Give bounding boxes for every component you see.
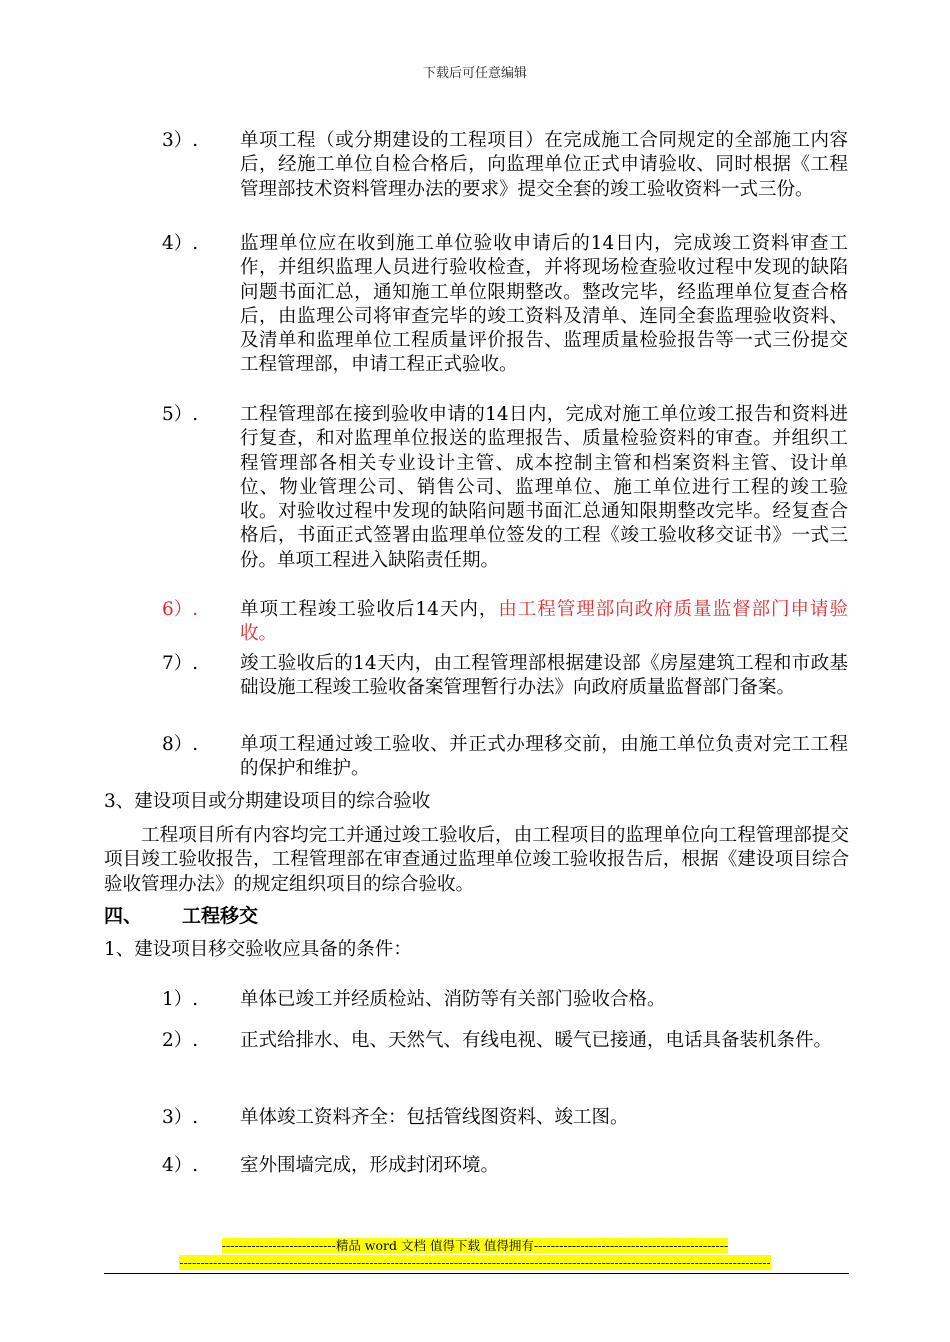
item-number: 8）. <box>162 734 199 755</box>
list-item <box>162 129 852 202</box>
chapter-title: 工程移交 <box>182 905 259 927</box>
list-item <box>162 652 852 701</box>
item-text: 单项工程通过竣工验收、并正式办理移交前，由施工单位负责对完工工程的保护和维护。 <box>240 734 848 780</box>
list-item <box>162 1101 852 1135</box>
item-text: 室外围墙完成，形成封闭环境。 <box>240 1155 500 1176</box>
list-item <box>162 232 852 378</box>
item-number: 3）. <box>162 130 199 151</box>
footer-banner-text: ---------------------------精品 word 文档 值得下载 值得拥有---------------------------------------------- <box>221 1238 729 1253</box>
list-item <box>162 598 852 647</box>
item-number: 3）. <box>162 1107 199 1128</box>
item-number: 1）. <box>162 989 199 1010</box>
item-text: 单项工程（或分期建设的工程项目）在完成施工合同规定的全部施工内容后，经施工单位自检合格后，向监理单位正式申请验收、同时根据《工程管理部技术资料管理办法的要求》提交全套的竣工验收资料一式三份。 <box>240 130 848 200</box>
item-number: 7）. <box>162 653 199 674</box>
item-text: 竣工验收后的14天内，由工程管理部根据建设部《房屋建筑工程和市政基础设施工程竣工验收备案管理暂行办法》向政府质量监督部门备案。 <box>240 653 848 699</box>
list-item <box>162 983 852 1017</box>
item-text <box>240 598 848 647</box>
section-body: 工程项目所有内容均完工并通过竣工验收后，由工程项目的监理单位向工程管理部提交项目竣工验收报告，工程管理部在审查通过监理单位竣工验收报告后，根据《建设项目综合验收管理办法》的规定组织项目的综合验收。 <box>104 825 849 895</box>
list-item <box>162 733 852 782</box>
list-item <box>162 1149 852 1183</box>
item-number: 6）. <box>162 599 199 620</box>
item-text: 单体已竣工并经质检站、消防等有关部门验收合格。 <box>240 989 666 1010</box>
footer-banner <box>0 1237 950 1254</box>
item-number: 4）. <box>162 1155 199 1176</box>
footer-rule <box>104 1273 849 1274</box>
footer-dashes-text: -------------------------------------------------------------------------------------------------------------------------------------------- <box>179 1255 771 1270</box>
page-header: 下载后可任意编辑 <box>422 66 527 81</box>
chapter-heading <box>104 901 258 928</box>
item-number: 4）. <box>162 233 199 254</box>
section-title: 1、建设项目移交验收应具备的条件： <box>104 939 412 960</box>
footer-dashes <box>0 1254 950 1271</box>
chapter-number: 四、 <box>104 905 143 927</box>
section-title: 3、建设项目或分期建设项目的综合验收 <box>104 791 431 812</box>
item-text: 工程管理部在接到验收申请的14日内，完成对施工单位竣工报告和资料进行复查，和对监理单位报送的监理报告、质量检验资料的审查。并组织工程管理部各相关专业设计主管、成本控制主管和档案资料主管、设计单位、物业管理公司、销售公司、监理单位、施工单位进行工程的竣工验收。对验收过程中发现的缺陷问题书面汇总通知限期整改完毕。经复查合格后，书面正式签署由监理单位签发的工程《竣工验收移交证书》一式三份。单项工程进入缺陷责任期。 <box>240 404 848 571</box>
item-text-highlighted: 由工程管理部向政府质量监督部门申请验收。 <box>240 599 848 645</box>
list-item <box>162 403 852 573</box>
list-item <box>162 1024 852 1058</box>
item-text: 正式给排水、电、天然气、有线电视、暖气已接通，电话具备装机条件。 <box>240 1030 833 1051</box>
item-number: 2）. <box>162 1030 199 1051</box>
item-number: 5）. <box>162 404 199 425</box>
item-text: 单体竣工资料齐全：包括管线图资料、竣工图。 <box>240 1107 629 1128</box>
item-text: 监理单位应在收到施工单位验收申请后的14日内，完成竣工资料审查工作，并组织监理人员进行验收检查，并将现场检查验收过程中发现的缺陷问题书面汇总，通知施工单位限期整改。整改完毕，经监理单位复查合格后，由监理公司将审查完毕的竣工资料及清单、连同全套监理验收资料、及清单和监理单位工程质量评价报告、监理质量检验报告等一式三份提交工程管理部，申请工程正式验收。 <box>240 233 848 376</box>
item-text-normal: 单项工程竣工验收后14天内， <box>240 599 499 620</box>
